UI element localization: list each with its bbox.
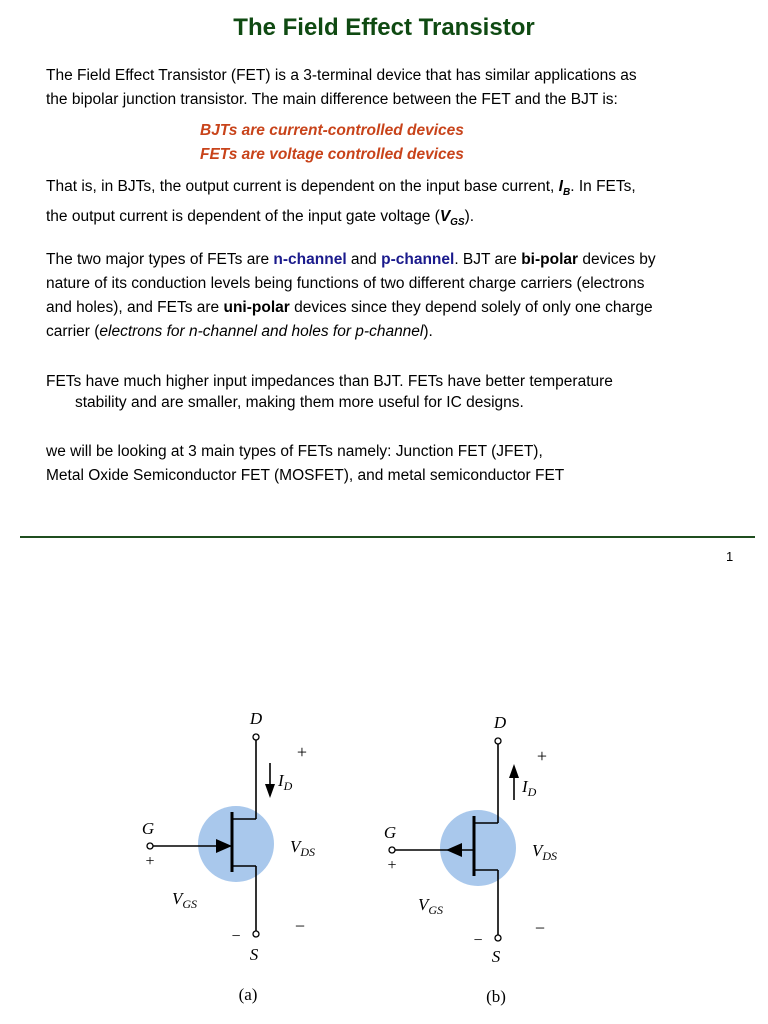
n-channel-jfet-symbol bbox=[142, 709, 315, 1004]
p-channel-term: p-channel bbox=[381, 251, 455, 268]
fet-highlight: FETs are voltage controlled devices bbox=[200, 146, 464, 163]
source-minus: − bbox=[473, 932, 483, 949]
p-channel-jfet-symbol bbox=[384, 713, 557, 1006]
id-label: $I_D$ bbox=[522, 777, 537, 799]
fet-types-line-1: we will be looking at 3 main types of FETs namely: Junction FET (JFET), bbox=[46, 443, 543, 460]
intro-paragraph bbox=[46, 64, 746, 112]
output-line-1 bbox=[46, 175, 746, 205]
gate-terminal bbox=[147, 843, 153, 849]
divider-line bbox=[20, 536, 755, 538]
impedance-paragraph bbox=[46, 371, 746, 413]
vds-plus: + bbox=[536, 746, 548, 766]
unipolar-term: uni-polar bbox=[223, 299, 290, 316]
gate-label: G bbox=[383, 823, 397, 842]
n-channel-term: n-channel bbox=[273, 251, 347, 268]
vds-minus: − bbox=[294, 916, 306, 936]
source-label: S bbox=[249, 945, 259, 964]
impedance-line-1: FETs have much higher input impedances than BJT. FETs have better temperature bbox=[46, 373, 613, 390]
source-minus: − bbox=[231, 928, 241, 945]
source-terminal bbox=[495, 935, 501, 941]
caption-b: (b) bbox=[486, 987, 506, 1006]
types-line-1: The two major types of FETs are n-channel and p-channel. BJT are bi-polar devices by bbox=[46, 251, 656, 268]
types-line-2: nature of its conduction levels being functions of two different charge carriers (electrons bbox=[46, 275, 645, 292]
gate-terminal bbox=[389, 847, 395, 853]
carrier-note: electrons for n-channel and holes for p-channel bbox=[99, 323, 424, 340]
output-text: ). bbox=[464, 208, 475, 226]
types-line-4: carrier (electrons for n-channel and holes for p-channel). bbox=[46, 323, 433, 340]
fet-types-paragraph bbox=[46, 440, 746, 488]
vds-minus: − bbox=[534, 918, 546, 938]
impedance-line-2: stability and are smaller, making them more useful for IC designs. bbox=[75, 394, 524, 411]
intro-line-2: the bipolar junction transistor. The main difference between the FET and the BJT is: bbox=[46, 91, 618, 108]
device-circle bbox=[198, 806, 274, 882]
ib-symbol: $I_B$ bbox=[558, 178, 571, 199]
gate-plus: + bbox=[145, 853, 155, 870]
vgs-symbol: $V_{GS}$ bbox=[439, 208, 465, 229]
vgs-label: $V_{GS}$ bbox=[172, 889, 198, 911]
caption-a: (a) bbox=[238, 985, 258, 1004]
fet-symbols-figure bbox=[0, 690, 768, 1020]
id-label: $I_D$ bbox=[278, 771, 293, 793]
bipolar-term: bi-polar bbox=[521, 251, 579, 268]
source-terminal bbox=[253, 931, 259, 937]
gate-label: G bbox=[141, 819, 155, 838]
output-line-2 bbox=[46, 205, 746, 235]
drain-label: D bbox=[249, 709, 263, 728]
drain-current-arrow-down bbox=[265, 784, 275, 798]
types-line-3: and holes), and FETs are uni-polar devices since they depend solely of only one charge bbox=[46, 299, 653, 316]
intro-line-1: The Field Effect Transistor (FET) is a 3-terminal device that has similar applications as bbox=[46, 67, 637, 84]
output-text: . In FETs, bbox=[570, 178, 636, 195]
fet-types-line-2: Metal Oxide Semiconductor FET (MOSFET), and metal semiconductor FET bbox=[46, 467, 565, 484]
drain-label: D bbox=[493, 713, 507, 732]
output-paragraph bbox=[46, 175, 746, 235]
bjt-highlight: BJTs are current-controlled devices bbox=[200, 122, 464, 139]
vds-plus: + bbox=[296, 742, 308, 762]
page-number: 1 bbox=[726, 549, 734, 564]
gate-plus: + bbox=[387, 857, 397, 874]
output-text: the output current is dependent of the input gate voltage ( bbox=[46, 208, 440, 226]
source-label: S bbox=[491, 947, 501, 966]
drain-terminal bbox=[495, 738, 501, 744]
highlight-block bbox=[200, 119, 700, 167]
vds-label: $V_{DS}$ bbox=[290, 837, 316, 859]
output-text: That is, in BJTs, the output current is dependent on the input base current, bbox=[46, 178, 559, 195]
types-paragraph bbox=[46, 248, 746, 344]
page-title: The Field Effect Transistor bbox=[233, 14, 535, 41]
vgs-label: $V_{GS}$ bbox=[418, 895, 444, 917]
drain-terminal bbox=[253, 734, 259, 740]
drain-current-arrow-up bbox=[509, 764, 519, 778]
vds-label: $V_{DS}$ bbox=[532, 841, 558, 863]
